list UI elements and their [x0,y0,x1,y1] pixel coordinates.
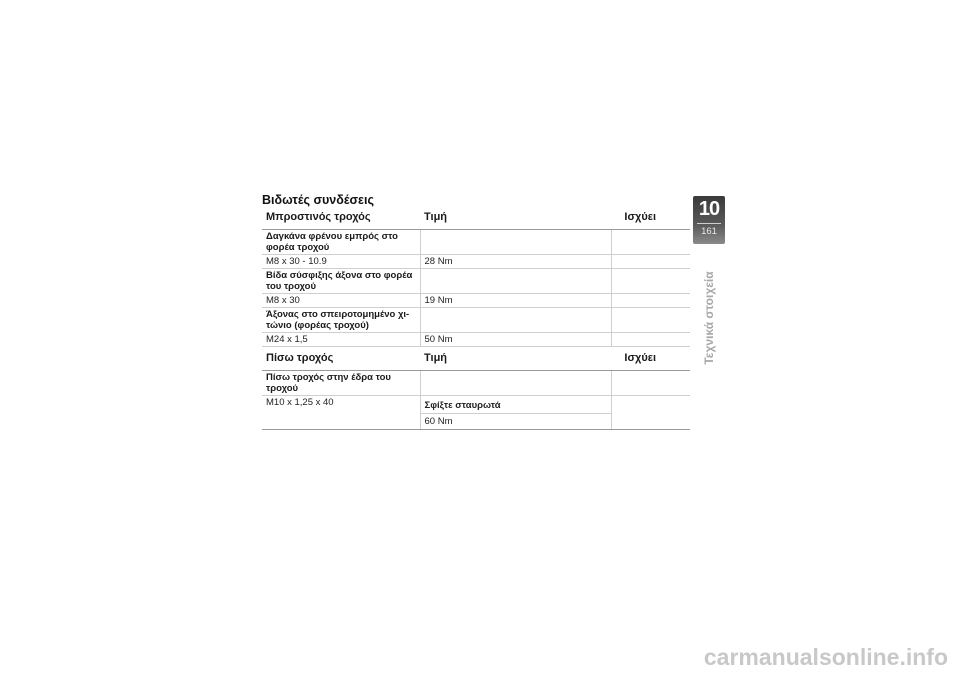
thread-spec: M10 x 1,25 x 40 [262,396,420,430]
watermark: carmanualsonline.info [703,644,948,670]
component-name: Βίδα σύσφιξης άξονα στο φορέα του τροχού [262,269,420,294]
table-row [262,371,690,396]
front-col-value: Τιμή [420,211,611,230]
chapter-number: 10 [698,198,720,220]
torque-value: 50 Nm [420,333,611,347]
table-row [262,294,690,308]
rear-wheel-header [262,347,690,371]
table-row [262,308,690,333]
table-row [262,396,690,414]
thread-spec: M24 x 1,5 [262,333,420,347]
table-row [262,230,690,255]
chapter-tab [693,196,725,244]
torque-value: 60 Nm [420,414,611,430]
thread-spec: M8 x 30 [262,294,420,308]
table-row [262,269,690,294]
rear-col-value: Τιμή [420,347,611,371]
rear-col-component: Πίσω τροχός [262,347,420,371]
front-col-valid: Ισχύει [611,211,690,230]
rear-col-valid: Ισχύει [611,347,690,371]
component-name: Άξονας στο σπειροτομημένο χι-τώνιο (φορέας τροχού) [262,308,420,333]
torque-value: 19 Nm [420,294,611,308]
page-number: 161 [701,226,717,237]
thread-spec: M8 x 30 - 10.9 [262,255,420,269]
component-name: Δαγκάνα φρένου εμπρός στο φορέα τροχού [262,230,420,255]
chapter-title: Τεχνικά στοιχεία [702,271,716,365]
front-col-component: Μπροστινός τροχός [262,211,420,230]
table-row [262,333,690,347]
front-wheel-header [262,211,690,230]
torque-value: 28 Nm [420,255,611,269]
section-title: Βιδωτές συνδέσεις [262,193,374,207]
torque-table [262,211,690,430]
component-name: Πίσω τροχός στην έδρα του τροχού [262,371,420,396]
tightening-instruction: Σφίξτε σταυρωτά [420,396,611,414]
chapter-divider [697,223,721,224]
table-row [262,255,690,269]
